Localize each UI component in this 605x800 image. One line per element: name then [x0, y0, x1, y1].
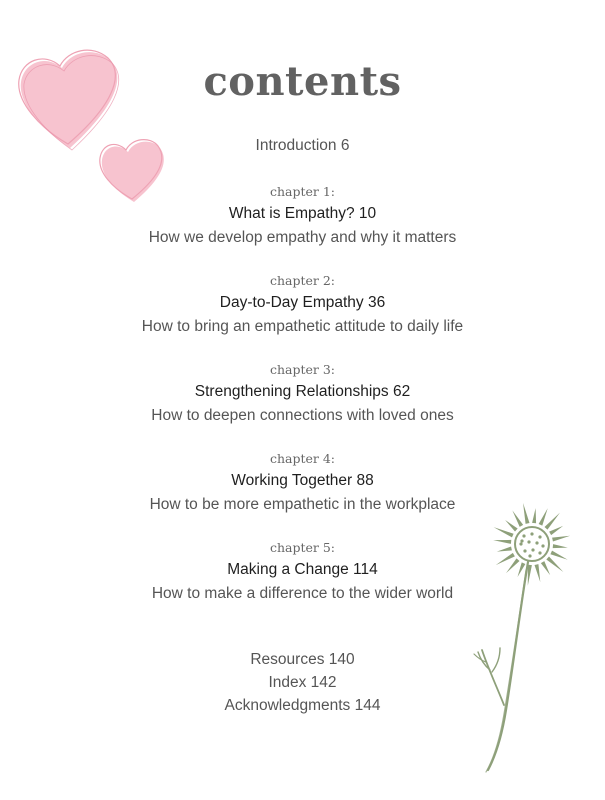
chapter-entry-2 — [0, 271, 605, 360]
flower-stem — [474, 562, 528, 772]
flower-petal — [497, 547, 512, 552]
flower-petal — [550, 551, 567, 560]
flower-dot — [538, 535, 541, 538]
chapter-entry-3 — [0, 360, 605, 449]
page-title: contents — [203, 58, 402, 105]
flower-petal — [523, 503, 529, 524]
flower-petals — [493, 503, 570, 586]
chapter-title: Making a Change 114 — [227, 561, 378, 578]
flower-dot — [519, 542, 522, 545]
flower-petal — [552, 536, 570, 542]
flower-dot — [522, 534, 525, 537]
chapter-subtitle: How to make a difference to the wider world — [151, 585, 454, 602]
flower-dot — [528, 554, 531, 557]
flower-petal — [494, 527, 514, 537]
chapter-title: Day-to-Day Empathy 36 — [219, 294, 386, 311]
acknowledgments-entry: Acknowledgments 144 — [224, 697, 381, 714]
flower-petal — [518, 562, 526, 577]
chapter-label: chapter 1: — [269, 184, 336, 199]
flower-petal — [493, 540, 511, 544]
flower-center-dots — [519, 532, 544, 557]
flower-dot — [527, 540, 530, 543]
chapter-title: What is Empathy? 10 — [228, 205, 377, 222]
flower-dot — [541, 544, 544, 547]
chapter-subtitle: How to be more empathetic in the workplace — [149, 496, 456, 513]
chapter-title: Working Together 88 — [231, 472, 374, 489]
chapter-title: Strengthening Relationships 62 — [194, 383, 411, 400]
introduction-entry: Introduction 6 — [255, 137, 350, 154]
chapter-subtitle: How to deepen connections with loved ones — [151, 407, 454, 424]
flower-petal — [512, 510, 523, 527]
flower-petal — [539, 508, 548, 525]
flower-petal — [544, 513, 559, 530]
chapter-label: chapter 4: — [269, 451, 336, 466]
flower-dot — [531, 548, 534, 551]
flower-petal — [532, 508, 536, 523]
flower-dot — [530, 532, 533, 535]
flower-dot — [538, 551, 541, 554]
chapter-label: chapter 5: — [269, 540, 336, 555]
flower-dot — [535, 541, 538, 544]
flower-petal — [496, 553, 515, 565]
flower-petal — [505, 520, 518, 531]
flower-illustration — [470, 500, 585, 775]
resources-entry: Resources 140 — [250, 651, 355, 668]
flower-petal — [553, 544, 568, 548]
chapter-entry-1 — [0, 182, 605, 271]
chapter-label: chapter 2: — [269, 273, 336, 288]
chapter-subtitle: How to bring an empathetic attitude to daily life — [141, 318, 464, 335]
index-entry: Index 142 — [268, 674, 337, 691]
chapter-subtitle: How we develop empathy and why it matters — [148, 229, 457, 246]
flower-petal — [535, 564, 541, 582]
flower-petal — [541, 561, 550, 575]
flower-petal — [528, 565, 532, 586]
flower-petal — [506, 558, 519, 573]
chapter-label: chapter 3: — [269, 362, 336, 377]
flower-dot — [520, 539, 523, 542]
flower-dot — [523, 549, 526, 552]
flower-petal — [549, 526, 563, 535]
flower-petal — [546, 556, 563, 571]
